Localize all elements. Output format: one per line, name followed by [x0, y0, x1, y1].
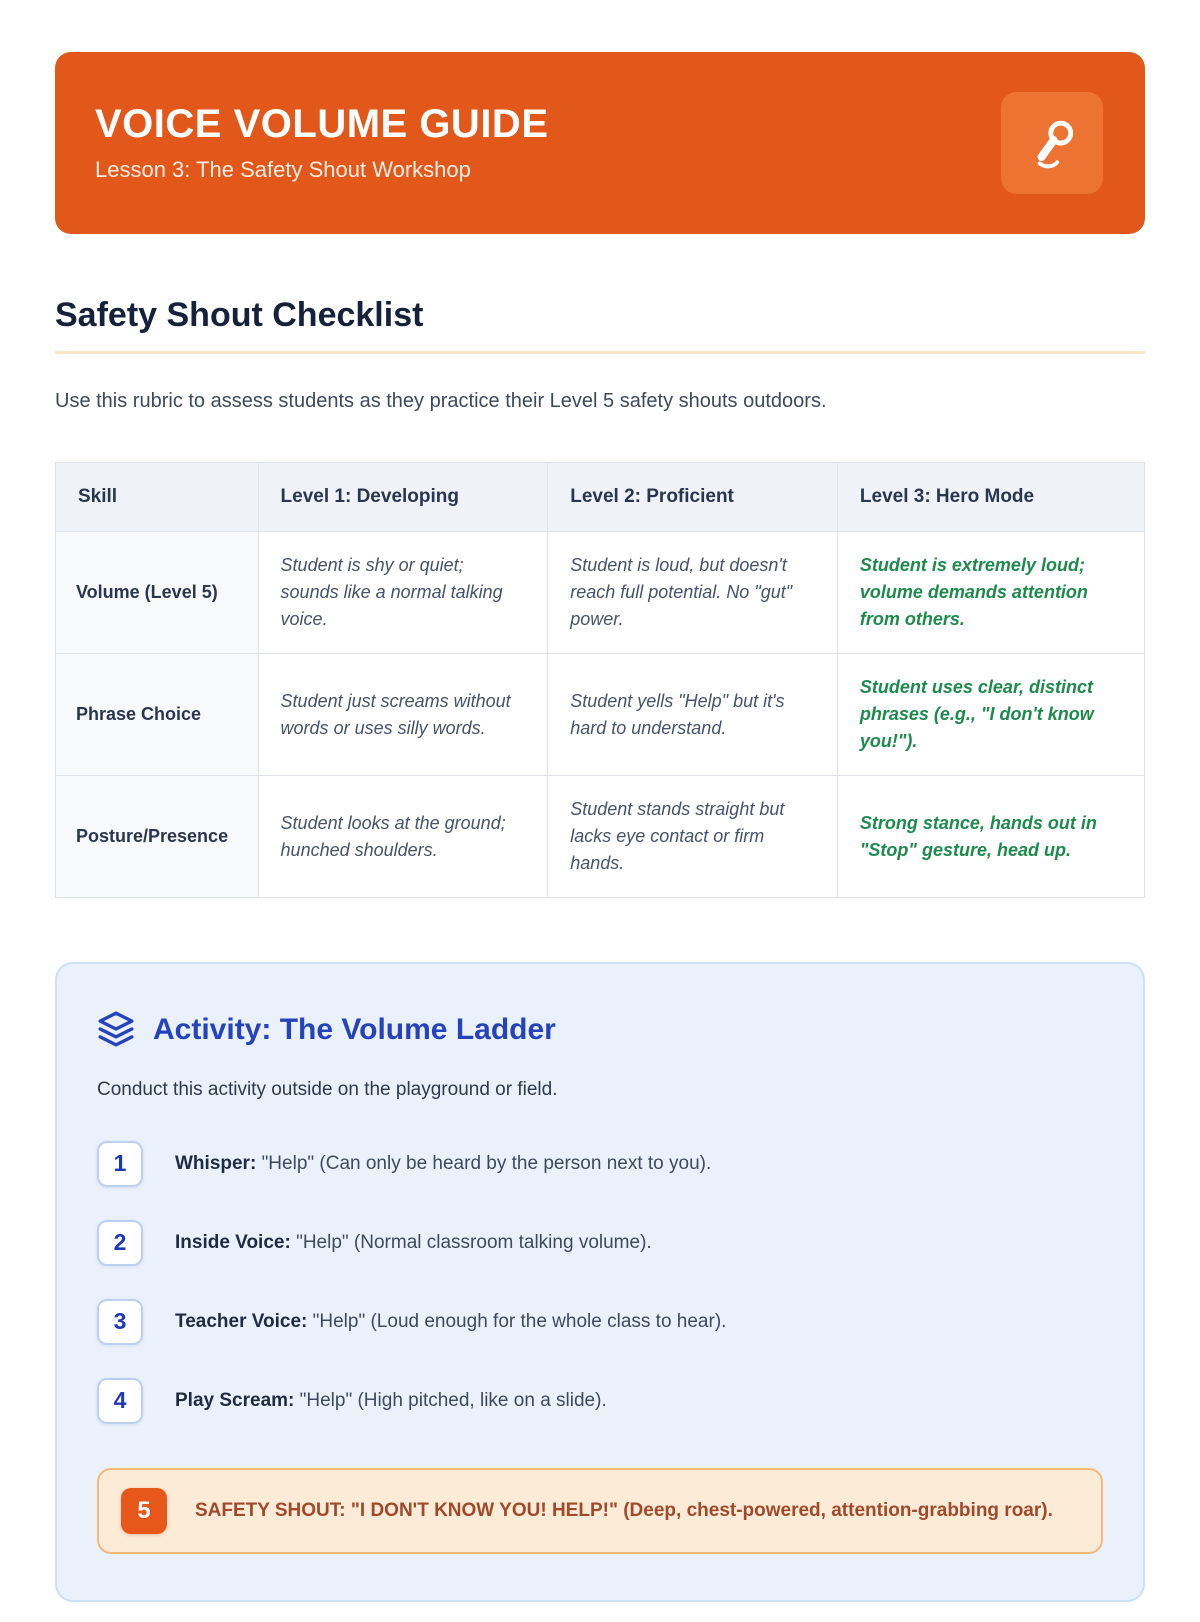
- volume-ladder-step-4: [97, 1378, 1103, 1424]
- step-label: Whisper:: [175, 1152, 257, 1174]
- layers-icon: [97, 1010, 135, 1048]
- step-label: Play Scream:: [175, 1389, 295, 1411]
- step-text: [175, 1151, 711, 1177]
- level3-cell: Strong stance, hands out in "Stop" gesture, head up.: [837, 776, 1144, 898]
- volume-ladder-step-5-highlight: [97, 1468, 1103, 1554]
- skill-cell: Posture/Presence: [56, 776, 259, 898]
- step-number-badge: 2: [97, 1220, 143, 1266]
- step-text: [175, 1230, 652, 1256]
- step-label: Inside Voice:: [175, 1231, 291, 1253]
- activity-title-row: [97, 1010, 1103, 1048]
- volume-ladder-step-1: [97, 1141, 1103, 1187]
- rubric-col-skill: Skill: [56, 463, 259, 532]
- activity-title: Activity: The Volume Ladder: [153, 1012, 556, 1046]
- activity-card: [55, 962, 1145, 1602]
- rubric-col-level3: Level 3: Hero Mode: [837, 463, 1144, 532]
- rubric-col-level1: Level 1: Developing: [258, 463, 548, 532]
- volume-ladder-step-3: [97, 1299, 1103, 1345]
- table-row: [56, 532, 1145, 654]
- level1-cell: Student just screams without words or uses silly words.: [258, 654, 548, 776]
- level2-cell: Student is loud, but doesn't reach full potential. No "gut" power.: [548, 532, 838, 654]
- checklist-section: [55, 296, 1145, 898]
- section-divider: [55, 351, 1145, 354]
- skill-cell: Volume (Level 5): [56, 532, 259, 654]
- step-description: "Help" (Can only be heard by the person next to you).: [261, 1152, 712, 1174]
- skill-cell: Phrase Choice: [56, 654, 259, 776]
- step-number-badge: 3: [97, 1299, 143, 1345]
- step-number-badge: 1: [97, 1141, 143, 1187]
- section-heading: Safety Shout Checklist: [55, 296, 424, 334]
- rubric-col-level2: Level 2: Proficient: [548, 463, 838, 532]
- level2-cell: Student stands straight but lacks eye contact or firm hands.: [548, 776, 838, 898]
- level3-cell: Student is extremely loud; volume demands attention from others.: [837, 532, 1144, 654]
- step-number-badge: 5: [121, 1488, 167, 1534]
- section-intro: Use this rubric to assess students as they practice their Level 5 safety shouts outdoors.: [55, 390, 827, 413]
- step-text: [175, 1388, 607, 1414]
- header-banner: [55, 52, 1145, 234]
- step-description: "Help" (Normal classroom talking volume).: [296, 1231, 652, 1253]
- page-subtitle: Lesson 3: The Safety Shout Workshop: [95, 156, 471, 182]
- rubric-table: [55, 462, 1145, 898]
- table-row: [56, 776, 1145, 898]
- level3-cell: Student uses clear, distinct phrases (e.g., "I don't know you!").: [837, 654, 1144, 776]
- level1-cell: Student looks at the ground; hunched shoulders.: [258, 776, 548, 898]
- safety-shout-text: SAFETY SHOUT: "I DON'T KNOW YOU! HELP!" (Deep, chest-powered, attention-grabbing roar).: [195, 1499, 1053, 1521]
- level2-cell: Student yells "Help" but it's hard to understand.: [548, 654, 838, 776]
- step-text: [175, 1309, 726, 1335]
- step-label: Teacher Voice:: [175, 1310, 308, 1332]
- step-description: "Help" (Loud enough for the whole class to hear).: [312, 1310, 727, 1332]
- microphone-icon: [1001, 92, 1103, 194]
- volume-ladder-step-2: [97, 1220, 1103, 1266]
- step-description: "Help" (High pitched, like on a slide).: [299, 1389, 607, 1411]
- activity-intro: Conduct this activity outside on the playground or field.: [97, 1079, 558, 1101]
- page-title: VOICE VOLUME GUIDE: [95, 101, 549, 146]
- header-text-block: [95, 103, 549, 183]
- table-row: [56, 654, 1145, 776]
- rubric-header-row: [56, 463, 1145, 532]
- level1-cell: Student is shy or quiet; sounds like a normal talking voice.: [258, 532, 548, 654]
- step-number-badge: 4: [97, 1378, 143, 1424]
